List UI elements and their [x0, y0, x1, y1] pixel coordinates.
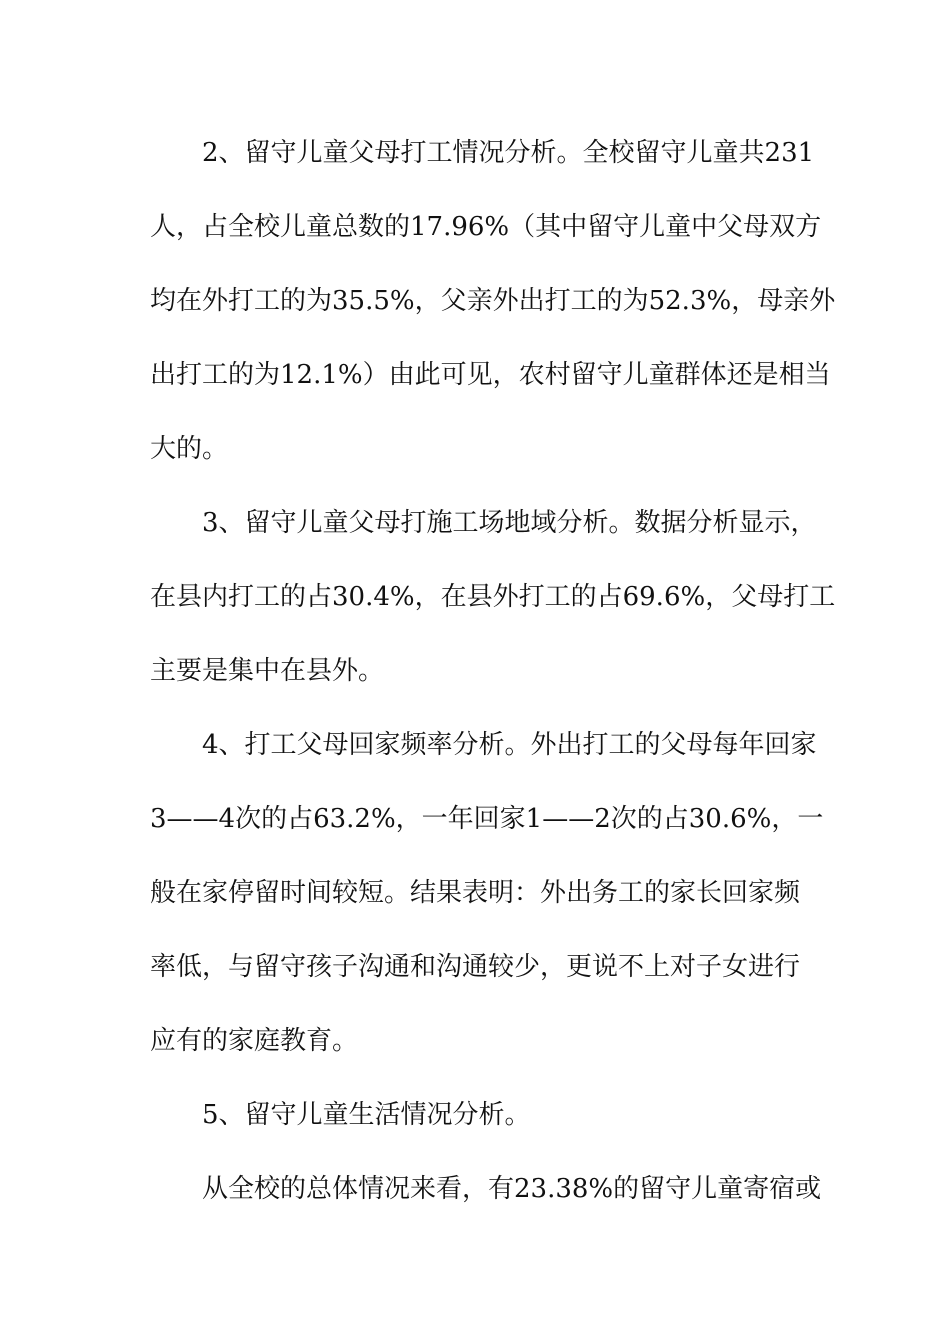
paragraph-2-line-3: 均在外打工的为35.5%，父亲外出打工的为52.3%，母亲外	[150, 286, 836, 316]
paragraph-3-line-1: 3、留守儿童父母打施工场地域分析。数据分析显示，	[202, 508, 817, 538]
paragraph-6-line-1: 从全校的总体情况来看，有23.38%的留守儿童寄宿或	[202, 1174, 822, 1204]
paragraph-4-line-5: 应有的家庭教育。	[150, 1026, 359, 1056]
paragraph-2-line-4: 出打工的为12.1%）由此可见，农村留守儿童群体还是相当	[150, 360, 831, 390]
paragraph-4-line-1: 4、打工父母回家频率分析。外出打工的父母每年回家	[202, 730, 817, 760]
paragraph-2-line-1: 2、留守儿童父母打工情况分析。全校留守儿童共231	[202, 138, 815, 168]
paragraph-3-line-2: 在县内打工的占30.4%，在县外打工的占69.6%，父母打工	[150, 582, 836, 612]
paragraph-4-line-3: 般在家停留时间较短。结果表明：外出务工的家长回家频	[150, 878, 801, 908]
paragraph-2-line-2: 人，占全校儿童总数的17.96%（其中留守儿童中父母双方	[150, 212, 822, 242]
paragraph-4-line-4: 率低，与留守孩子沟通和沟通较少，更说不上对子女进行	[150, 952, 801, 982]
paragraph-5-line-1: 5、留守儿童生活情况分析。	[202, 1100, 531, 1130]
paragraph-4-line-2: 3——4次的占63.2%，一年回家1——2次的占30.6%，一	[150, 804, 824, 834]
paragraph-3-line-3: 主要是集中在县外。	[150, 656, 385, 686]
paragraph-2-line-5: 大的。	[150, 434, 229, 464]
